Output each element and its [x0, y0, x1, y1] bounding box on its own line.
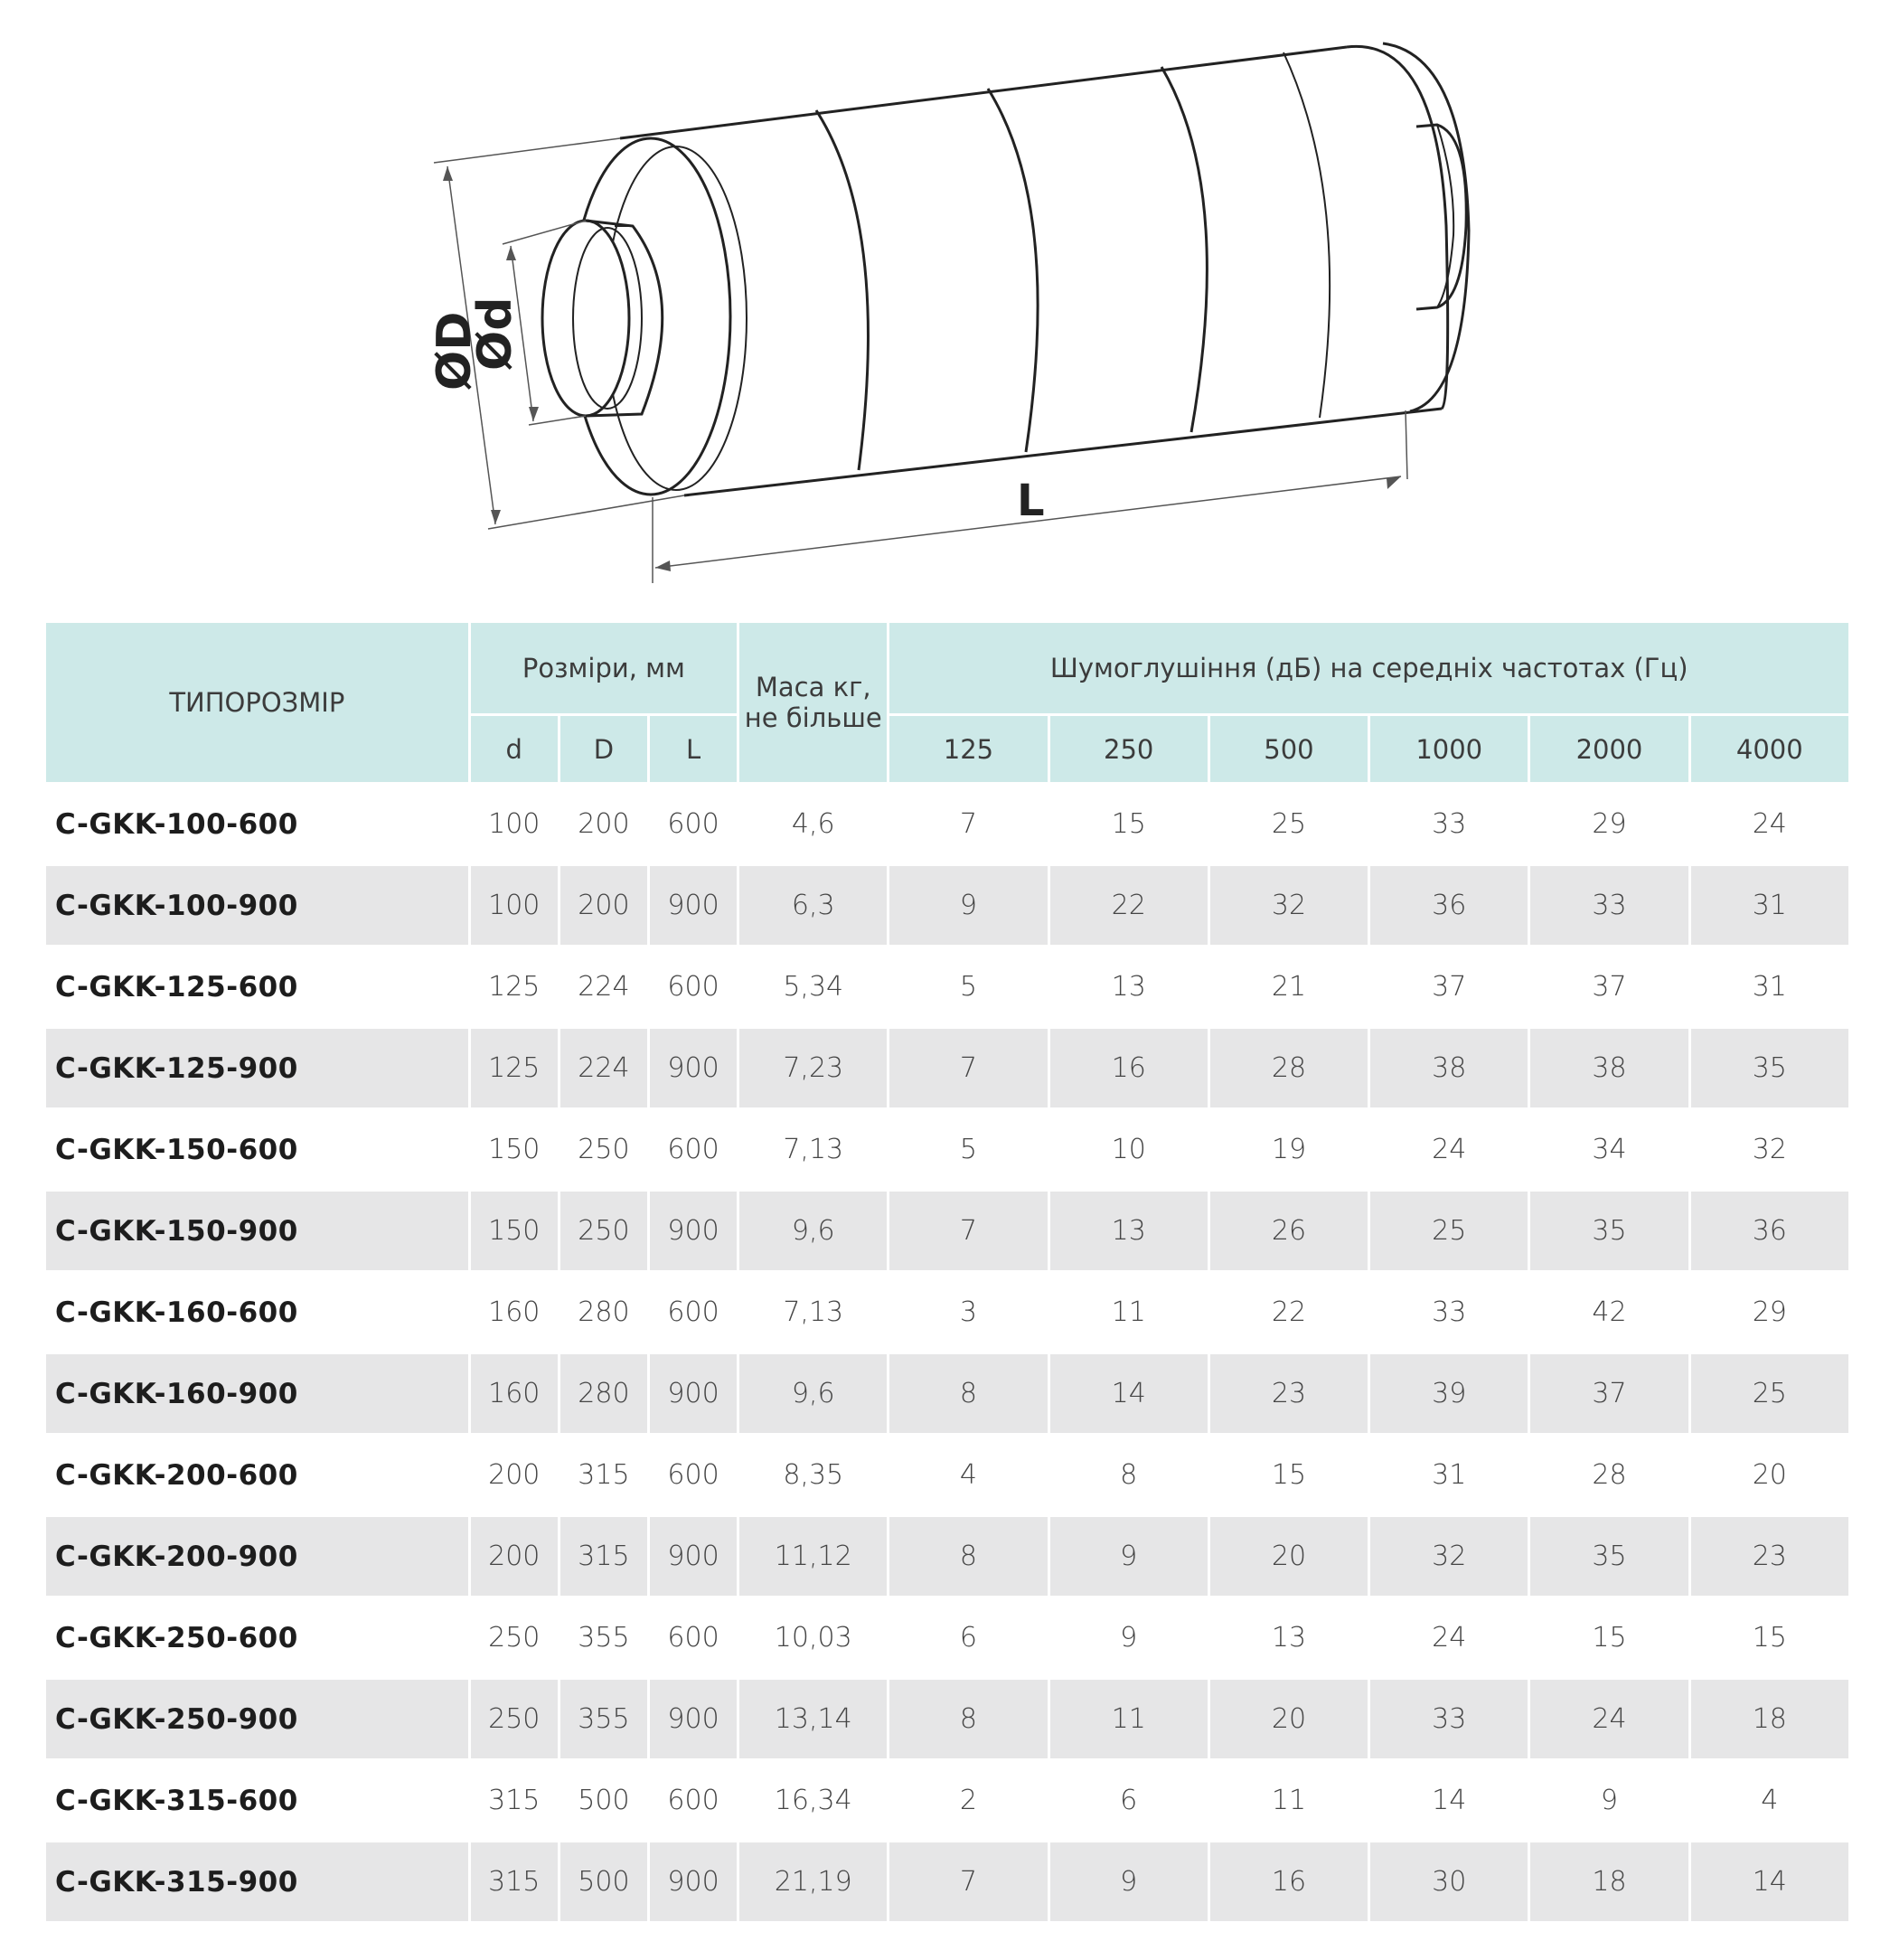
- cell-mass: 8,35: [739, 1436, 887, 1514]
- cell-attenuation-2000: 9: [1530, 1761, 1688, 1840]
- cell-L: 600: [650, 1273, 737, 1352]
- cell-D: 280: [560, 1273, 647, 1352]
- cell-model-name: C-GKK-250-600: [46, 1598, 468, 1677]
- table-row: [46, 1436, 1848, 1514]
- cell-attenuation-250: 22: [1050, 866, 1208, 945]
- cell-attenuation-1000: 38: [1370, 1029, 1528, 1107]
- cell-mass: 7,13: [739, 1273, 887, 1352]
- header-dim-D: D: [560, 716, 647, 782]
- table-row: [46, 1761, 1848, 1840]
- cell-attenuation-250: 10: [1050, 1110, 1208, 1189]
- cell-mass: 21,19: [739, 1842, 887, 1921]
- cell-L: 900: [650, 1192, 737, 1270]
- cell-d: 160: [471, 1273, 558, 1352]
- header-dim-d: d: [471, 716, 558, 782]
- cell-attenuation-2000: 38: [1530, 1029, 1688, 1107]
- cell-attenuation-250: 13: [1050, 947, 1208, 1026]
- cell-attenuation-1000: 31: [1370, 1436, 1528, 1514]
- cell-attenuation-1000: 32: [1370, 1517, 1528, 1596]
- cell-attenuation-4000: 32: [1691, 1110, 1848, 1189]
- cell-attenuation-125: 5: [889, 1110, 1047, 1189]
- table-row: [46, 1598, 1848, 1677]
- cell-L: 600: [650, 785, 737, 863]
- cell-attenuation-500: 20: [1210, 1517, 1368, 1596]
- cell-attenuation-1000: 33: [1370, 785, 1528, 863]
- table-row: [46, 1354, 1848, 1433]
- cell-attenuation-2000: 35: [1530, 1192, 1688, 1270]
- table-row: [46, 1517, 1848, 1596]
- cell-attenuation-250: 9: [1050, 1517, 1208, 1596]
- cell-attenuation-2000: 37: [1530, 947, 1688, 1026]
- cell-attenuation-2000: 37: [1530, 1354, 1688, 1433]
- label-inner-diameter: Ød: [468, 297, 522, 371]
- cell-model-name: C-GKK-100-600: [46, 785, 468, 863]
- cell-model-name: C-GKK-315-600: [46, 1761, 468, 1840]
- cell-attenuation-1000: 24: [1370, 1110, 1528, 1189]
- cell-attenuation-2000: 28: [1530, 1436, 1688, 1514]
- cell-d: 150: [471, 1110, 558, 1189]
- cell-model-name: C-GKK-125-600: [46, 947, 468, 1026]
- cell-D: 280: [560, 1354, 647, 1433]
- header-freq-4000: 4000: [1691, 716, 1848, 782]
- cell-d: 160: [471, 1354, 558, 1433]
- table-row: [46, 785, 1848, 863]
- cell-L: 600: [650, 1436, 737, 1514]
- cell-attenuation-4000: 24: [1691, 785, 1848, 863]
- cell-D: 500: [560, 1842, 647, 1921]
- cell-attenuation-4000: 25: [1691, 1354, 1848, 1433]
- cell-attenuation-2000: 15: [1530, 1598, 1688, 1677]
- cell-attenuation-500: 26: [1210, 1192, 1368, 1270]
- cell-attenuation-1000: 24: [1370, 1598, 1528, 1677]
- cell-attenuation-250: 9: [1050, 1598, 1208, 1677]
- cell-model-name: C-GKK-125-900: [46, 1029, 468, 1107]
- cell-d: 125: [471, 1029, 558, 1107]
- cell-mass: 9,6: [739, 1354, 887, 1433]
- table-row: [46, 947, 1848, 1026]
- cell-d: 125: [471, 947, 558, 1026]
- cell-attenuation-2000: 18: [1530, 1842, 1688, 1921]
- cell-attenuation-4000: 18: [1691, 1680, 1848, 1758]
- cell-attenuation-4000: 14: [1691, 1842, 1848, 1921]
- cell-model-name: C-GKK-150-600: [46, 1110, 468, 1189]
- cell-attenuation-250: 6: [1050, 1761, 1208, 1840]
- cell-L: 900: [650, 1354, 737, 1433]
- cell-model-name: C-GKK-100-900: [46, 866, 468, 945]
- cell-attenuation-4000: 15: [1691, 1598, 1848, 1677]
- cell-d: 250: [471, 1680, 558, 1758]
- cell-attenuation-2000: 42: [1530, 1273, 1688, 1352]
- cell-L: 900: [650, 866, 737, 945]
- silencer-drawing: [0, 0, 1890, 615]
- cell-attenuation-4000: 20: [1691, 1436, 1848, 1514]
- cell-model-name: C-GKK-160-900: [46, 1354, 468, 1433]
- label-outer-diameter: ØD: [428, 311, 482, 391]
- cell-model-name: C-GKK-250-900: [46, 1680, 468, 1758]
- cell-attenuation-2000: 35: [1530, 1517, 1688, 1596]
- cell-d: 315: [471, 1761, 558, 1840]
- cell-mass: 4,6: [739, 785, 887, 863]
- cell-D: 200: [560, 785, 647, 863]
- cell-D: 355: [560, 1598, 647, 1677]
- cell-D: 315: [560, 1517, 647, 1596]
- cell-mass: 7,13: [739, 1110, 887, 1189]
- cell-attenuation-250: 15: [1050, 785, 1208, 863]
- cell-d: 100: [471, 866, 558, 945]
- cell-attenuation-4000: 35: [1691, 1029, 1848, 1107]
- cell-mass: 10,03: [739, 1598, 887, 1677]
- cell-d: 200: [471, 1436, 558, 1514]
- cell-attenuation-125: 7: [889, 785, 1047, 863]
- header-dimensions: Розміри, мм: [471, 623, 737, 713]
- cell-L: 900: [650, 1029, 737, 1107]
- header-type: ТИПОРОЗМІР: [46, 623, 468, 782]
- cell-attenuation-2000: 34: [1530, 1110, 1688, 1189]
- cell-d: 315: [471, 1842, 558, 1921]
- label-length: L: [1017, 476, 1045, 526]
- header-attenuation: Шумоглушіння (дБ) на середніх частотах (Гц): [889, 623, 1848, 713]
- header-mass: Маса кг, не більше: [739, 623, 887, 782]
- cell-attenuation-125: 8: [889, 1680, 1047, 1758]
- cell-mass: 9,6: [739, 1192, 887, 1270]
- cell-mass: 16,34: [739, 1761, 887, 1840]
- cell-attenuation-125: 2: [889, 1761, 1047, 1840]
- cell-attenuation-500: 21: [1210, 947, 1368, 1026]
- cell-attenuation-1000: 36: [1370, 866, 1528, 945]
- cell-attenuation-500: 28: [1210, 1029, 1368, 1107]
- cell-attenuation-125: 7: [889, 1192, 1047, 1270]
- header-freq-250: 250: [1050, 716, 1208, 782]
- cell-attenuation-4000: 4: [1691, 1761, 1848, 1840]
- cell-attenuation-250: 8: [1050, 1436, 1208, 1514]
- cell-attenuation-500: 13: [1210, 1598, 1368, 1677]
- table-row: [46, 1110, 1848, 1189]
- cell-attenuation-125: 7: [889, 1029, 1047, 1107]
- table-row: [46, 866, 1848, 945]
- cell-L: 600: [650, 1761, 737, 1840]
- cell-attenuation-500: 11: [1210, 1761, 1368, 1840]
- cell-attenuation-125: 8: [889, 1517, 1047, 1596]
- cell-attenuation-125: 9: [889, 866, 1047, 945]
- cell-attenuation-125: 5: [889, 947, 1047, 1026]
- cell-D: 500: [560, 1761, 647, 1840]
- cell-L: 900: [650, 1517, 737, 1596]
- cell-d: 250: [471, 1598, 558, 1677]
- cell-attenuation-250: 9: [1050, 1842, 1208, 1921]
- cell-attenuation-250: 11: [1050, 1680, 1208, 1758]
- cell-attenuation-125: 6: [889, 1598, 1047, 1677]
- cell-d: 150: [471, 1192, 558, 1270]
- cell-attenuation-4000: 23: [1691, 1517, 1848, 1596]
- cell-attenuation-4000: 31: [1691, 866, 1848, 945]
- cell-attenuation-125: 8: [889, 1354, 1047, 1433]
- cell-D: 200: [560, 866, 647, 945]
- cell-attenuation-500: 22: [1210, 1273, 1368, 1352]
- specification-table: [43, 620, 1851, 1924]
- cell-L: 900: [650, 1842, 737, 1921]
- cell-attenuation-250: 16: [1050, 1029, 1208, 1107]
- cell-L: 600: [650, 947, 737, 1026]
- cell-D: 315: [560, 1436, 647, 1514]
- cell-attenuation-250: 14: [1050, 1354, 1208, 1433]
- cell-D: 224: [560, 1029, 647, 1107]
- cell-attenuation-125: 4: [889, 1436, 1047, 1514]
- header-dim-L: L: [650, 716, 737, 782]
- cell-D: 250: [560, 1192, 647, 1270]
- cell-attenuation-250: 11: [1050, 1273, 1208, 1352]
- cell-attenuation-4000: 29: [1691, 1273, 1848, 1352]
- cell-mass: 11,12: [739, 1517, 887, 1596]
- cell-d: 200: [471, 1517, 558, 1596]
- cell-attenuation-4000: 36: [1691, 1192, 1848, 1270]
- cell-attenuation-250: 13: [1050, 1192, 1208, 1270]
- header-freq-500: 500: [1210, 716, 1368, 782]
- cell-attenuation-1000: 37: [1370, 947, 1528, 1026]
- cell-mass: 7,23: [739, 1029, 887, 1107]
- cell-attenuation-1000: 14: [1370, 1761, 1528, 1840]
- cell-attenuation-1000: 39: [1370, 1354, 1528, 1433]
- cell-attenuation-500: 23: [1210, 1354, 1368, 1433]
- cell-attenuation-500: 19: [1210, 1110, 1368, 1189]
- table-row: [46, 1029, 1848, 1107]
- cell-L: 600: [650, 1598, 737, 1677]
- cell-attenuation-500: 20: [1210, 1680, 1368, 1758]
- header-freq-2000: 2000: [1530, 716, 1688, 782]
- cell-model-name: C-GKK-200-600: [46, 1436, 468, 1514]
- cell-model-name: C-GKK-200-900: [46, 1517, 468, 1596]
- cell-d: 100: [471, 785, 558, 863]
- cell-attenuation-125: 3: [889, 1273, 1047, 1352]
- cell-model-name: C-GKK-160-600: [46, 1273, 468, 1352]
- cell-model-name: C-GKK-150-900: [46, 1192, 468, 1270]
- cell-D: 355: [560, 1680, 647, 1758]
- cell-attenuation-500: 15: [1210, 1436, 1368, 1514]
- cell-L: 600: [650, 1110, 737, 1189]
- cell-model-name: C-GKK-315-900: [46, 1842, 468, 1921]
- cell-attenuation-4000: 31: [1691, 947, 1848, 1026]
- table-row: [46, 1192, 1848, 1270]
- cell-attenuation-1000: 33: [1370, 1273, 1528, 1352]
- header-freq-125: 125: [889, 716, 1047, 782]
- cell-D: 224: [560, 947, 647, 1026]
- cell-attenuation-2000: 24: [1530, 1680, 1688, 1758]
- cell-attenuation-2000: 33: [1530, 866, 1688, 945]
- cell-attenuation-1000: 33: [1370, 1680, 1528, 1758]
- cell-D: 250: [560, 1110, 647, 1189]
- header-freq-1000: 1000: [1370, 716, 1528, 782]
- specification-body: [46, 785, 1848, 1921]
- cell-attenuation-2000: 29: [1530, 785, 1688, 863]
- cell-attenuation-500: 16: [1210, 1842, 1368, 1921]
- cell-attenuation-1000: 30: [1370, 1842, 1528, 1921]
- cell-mass: 13,14: [739, 1680, 887, 1758]
- cell-mass: 5,34: [739, 947, 887, 1026]
- cell-L: 900: [650, 1680, 737, 1758]
- cell-attenuation-500: 25: [1210, 785, 1368, 863]
- table-row: [46, 1273, 1848, 1352]
- cell-attenuation-500: 32: [1210, 866, 1368, 945]
- cell-mass: 6,3: [739, 866, 887, 945]
- table-row: [46, 1842, 1848, 1921]
- cell-attenuation-125: 7: [889, 1842, 1047, 1921]
- cell-attenuation-1000: 25: [1370, 1192, 1528, 1270]
- table-row: [46, 1680, 1848, 1758]
